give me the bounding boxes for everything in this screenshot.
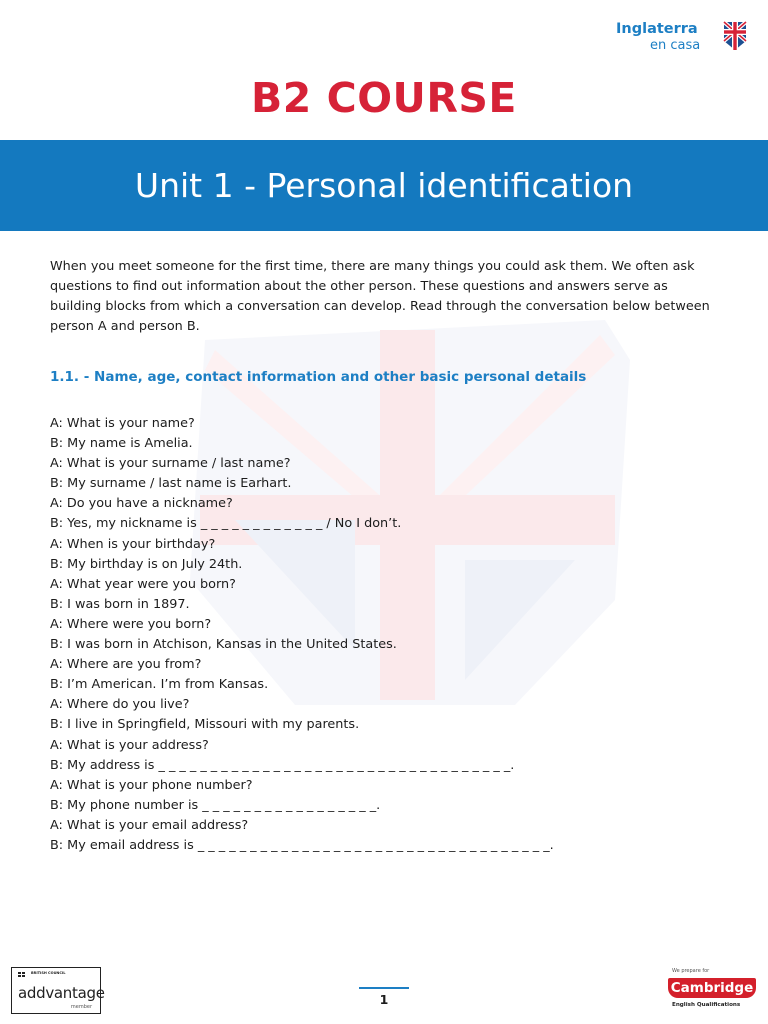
section-heading: 1.1. - Name, age, contact information and other basic personal details <box>50 369 587 385</box>
dialogue-line: A: Where do you live? <box>50 697 190 713</box>
unit-title: Unit 1 - Personal identification <box>134 166 634 205</box>
union-jack-icon <box>723 21 747 51</box>
addvantage-small-text: BRITISH COUNCIL <box>31 971 66 975</box>
addvantage-logo <box>11 967 105 1014</box>
addvantage-member: member <box>70 1004 92 1010</box>
dialogue-line: B: Yes, my nickname is _ _ _ _ _ _ _ _ _ _ _ _ / No I don’t. <box>50 516 402 532</box>
dialogue-line: A: What year were you born? <box>50 576 236 592</box>
dialogue-line: B: My address is _ _ _ _ _ _ _ _ _ _ _ _ _ _ _ _ _ _ _ _ _ _ _ _ _ _ _ _ _ _ _ _ _ _. <box>50 757 515 773</box>
dialogue-line: B: I was born in 1897. <box>50 596 190 612</box>
dialogue-line: A: Where are you from? <box>50 657 202 673</box>
dialogue-line: A: Do you have a nickname? <box>50 496 233 512</box>
cambridge-name: Cambridge <box>670 980 754 996</box>
dialogue-line: A: Where were you born? <box>50 616 212 632</box>
intro-paragraph: When you meet someone for the first time, there are many things you could ask them. We often ask questions to find out information about the other person. These questions and answers serve as building blocks from which a conversation can develop. Read through the conversation below between person A and person B. <box>50 259 710 334</box>
dialogue-line: A: What is your address? <box>50 737 209 753</box>
dialogue-line: B: I’m American. I’m from Kansas. <box>50 677 269 693</box>
dialogue-line: B: My email address is _ _ _ _ _ _ _ _ _ _ _ _ _ _ _ _ _ _ _ _ _ _ _ _ _ _ _ _ _ _ _ _ _ _. <box>50 837 554 853</box>
dialogue-line: B: I was born in Atchison, Kansas in the United States. <box>50 637 397 653</box>
dialogue-line: B: My name is Amelia. <box>50 436 193 452</box>
cambridge-prep-text: We prepare for <box>672 968 710 974</box>
unit-banner <box>0 140 768 231</box>
dialogue-line: B: My phone number is _ _ _ _ _ _ _ _ _ _ _ _ _ _ _ _ _. <box>50 797 381 813</box>
dialogue <box>50 414 554 856</box>
dialogue-line: B: I live in Springfield, Missouri with my parents. <box>50 717 360 733</box>
cambridge-sub: English Qualifications <box>672 1002 741 1008</box>
addvantage-word: addvantage <box>18 984 105 1002</box>
dialogue-line: A: What is your name? <box>50 416 195 431</box>
dialogue-line: A: What is your phone number? <box>50 777 253 793</box>
brand-logo <box>616 20 748 56</box>
cambridge-logo <box>668 968 758 1014</box>
british-council-icon <box>18 972 28 978</box>
brand-sub: en casa <box>650 38 701 53</box>
cambridge-shield <box>668 978 756 998</box>
page-number-rule <box>359 987 409 989</box>
dialogue-line: B: My birthday is on July 24th. <box>50 556 243 572</box>
brand-name: Inglaterra <box>616 21 698 37</box>
course-title: B2 COURSE <box>251 74 517 122</box>
dialogue-line: A: What is your email address? <box>50 817 249 833</box>
dialogue-line: A: When is your birthday? <box>50 536 216 552</box>
page-number: 1 <box>379 992 389 1007</box>
dialogue-line: A: What is your surname / last name? <box>50 456 291 472</box>
dialogue-line: B: My surname / last name is Earhart. <box>50 476 292 492</box>
